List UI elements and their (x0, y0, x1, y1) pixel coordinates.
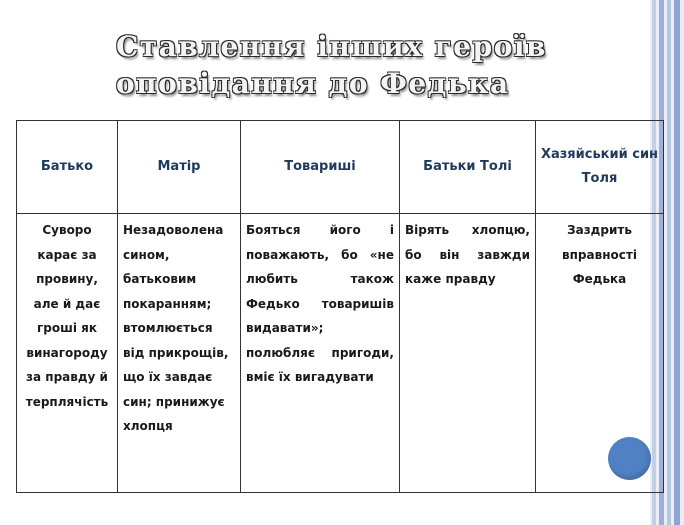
title-line-2: оповідання до Федька (116, 67, 510, 100)
cell-tolya-parents: Вірять хлопцю, бо він завжди каже правду (400, 214, 536, 493)
cell-mother: Незадоволена сином, батьковим покаранням; втомлюється від прикрощів, що їх завдає син; принижує хлопця (118, 214, 241, 493)
header-friends: Товариші (241, 121, 400, 214)
cell-father: Суворо карає за провину, але й дає гроші як винагороду за правду й терплячість (17, 214, 118, 493)
cell-friends: Бояться його і поважають, бо «не любить також Федько товаришів видавати»; полюбляє пригоди, вміє їх вигадувати (241, 214, 400, 493)
header-tolya-parents: Батьки Толі (400, 121, 536, 214)
decorative-stripe (667, 0, 671, 525)
cell-tolya: Заздрить вправності Федька (536, 214, 664, 493)
title-line-1: Ставлення інших героїв (116, 30, 547, 63)
decorative-circle (608, 437, 651, 480)
slide-title (116, 28, 636, 102)
table-header-row (17, 121, 664, 214)
decorative-stripe (674, 0, 680, 525)
table-row (17, 214, 664, 493)
header-father: Батько (17, 121, 118, 214)
header-tolya: Хазяйський син Толя (536, 121, 664, 214)
header-mother: Матір (118, 121, 241, 214)
characters-table (16, 120, 664, 493)
